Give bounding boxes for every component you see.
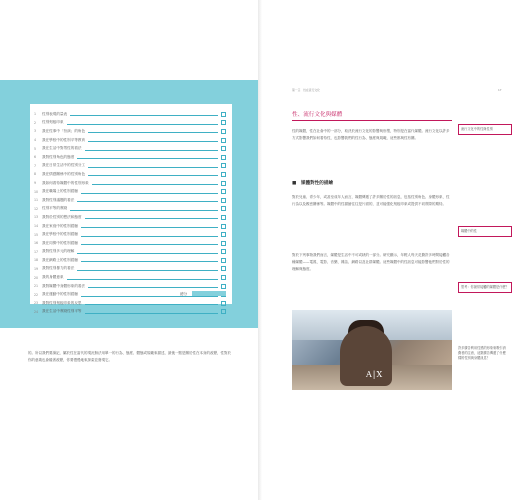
advertisement-photo — [292, 310, 452, 390]
checklist-item-text: 我在性事中「扮演」的角色 — [42, 128, 86, 133]
checkbox[interactable] — [221, 309, 226, 314]
answer-line[interactable] — [81, 233, 218, 237]
checklist-row — [34, 308, 226, 317]
body-paragraph-2: 對於下列事物我們而言，媒體是生活中不可或缺的一部分。研究顯示，年輕人每天花費許多時間接觸各種媒體——電視、電影、音樂、雜誌、網路以及社群媒體。這些媒體中的性訊息可能影響他們對於性的理解與態度。 — [292, 253, 450, 271]
checklist-number: 4 — [34, 138, 37, 143]
checklist-number: 24 — [34, 309, 39, 314]
checklist-number: 12 — [34, 206, 39, 211]
checklist-row — [34, 136, 226, 145]
answer-line[interactable] — [67, 121, 218, 125]
intro-paragraph: 性的媒體，性在社會中的一部分，取決於流行文化的影響與形塑，特別是在當代媒體。流行文化以許多方式影響我們如何看待性，也影響我們的性行為、態度與規範，這些都與性有關。 — [292, 129, 450, 140]
answer-line[interactable] — [92, 181, 218, 185]
checklist-item-text: 我在職場上的性別經驗 — [42, 189, 78, 194]
checklist-row — [34, 239, 226, 248]
answer-line[interactable] — [88, 284, 218, 288]
checklist-number: 18 — [34, 258, 39, 263]
checklist-item-text: 我在家庭中的性別經驗 — [42, 223, 78, 228]
checkbox[interactable] — [221, 112, 226, 117]
checklist-item-text: 我在同儕中的性別經驗 — [42, 240, 78, 245]
margin-note-2: 媒體中的性 — [458, 226, 512, 237]
score-label: 總分 — [180, 292, 188, 296]
checklist-number: 10 — [34, 189, 39, 194]
checklist-row — [34, 196, 226, 205]
photo-logo: A|X — [366, 370, 384, 379]
checklist-row — [34, 282, 226, 291]
left-page — [0, 0, 258, 500]
checklist-number: 22 — [34, 292, 39, 297]
checkbox[interactable] — [221, 181, 226, 186]
checklist-row — [34, 248, 226, 257]
checklist-row — [34, 265, 226, 274]
answer-line[interactable] — [85, 147, 218, 151]
checklist-item-text: 我的身體意象 — [42, 275, 64, 280]
checkbox[interactable] — [221, 232, 226, 237]
checkbox[interactable] — [221, 189, 226, 194]
checklist-item-text: 性別表現的量表 — [42, 111, 68, 116]
answer-line[interactable] — [85, 310, 218, 314]
checklist-item-text: 我在情感關係中的性別角色 — [42, 171, 86, 176]
checklist-item-text: 我對於性別的想法和態度 — [42, 214, 82, 219]
checklist-row — [34, 205, 226, 214]
checklist-row — [34, 213, 226, 222]
checklist-item-text: 我在生活中對男性的看法 — [42, 146, 82, 151]
checkbox[interactable] — [221, 120, 226, 125]
checklist-item-text: 我對性別多元的理解 — [42, 249, 75, 254]
checkbox[interactable] — [221, 249, 226, 254]
photo-caption: 許多廣告利用性感的形象來吸引消費者的注意，這類廣告傳遞了什麼樣的性別與身體訊息？ — [458, 346, 506, 360]
checklist-row — [34, 187, 226, 196]
answer-line[interactable] — [67, 276, 218, 280]
answer-line[interactable] — [70, 112, 218, 116]
checklist-item-text: 我對性別議題的看法 — [42, 197, 75, 202]
checklist-number: 5 — [34, 146, 37, 151]
checklist-item-text: 我如何看待媒體中的性別形象 — [42, 180, 89, 185]
checkbox[interactable] — [221, 301, 226, 306]
answer-line[interactable] — [88, 138, 218, 142]
checklist-item-text: 我對媒體中身體形象的看法 — [42, 283, 86, 288]
checkbox[interactable] — [221, 224, 226, 229]
checklist-row — [34, 127, 226, 136]
checklist-number: 15 — [34, 232, 39, 237]
checklist-card — [30, 104, 232, 314]
checkbox[interactable] — [221, 129, 226, 134]
checklist-row — [34, 230, 226, 239]
checklist-row — [34, 119, 226, 128]
checklist-item-text: 性別刻板印象 — [42, 120, 64, 125]
body-paragraph-1: 對於兒童、青少年，或甚至成年人而言，媒體傳遞了許多關於性的訊息，包括性別角色、身體形象、性行為以及親密關係等。媒體中的性描繪往往是片面的，並可能強化刻板印象或提供不切實際的期待。 — [292, 195, 450, 206]
checklist-number: 16 — [34, 241, 39, 246]
score-field[interactable] — [192, 291, 226, 296]
checklist-item-text: 我在網路上的性別經驗 — [42, 257, 78, 262]
checklist-row — [34, 273, 226, 282]
checklist-row — [34, 162, 226, 171]
checklist-item-text: 我對性別角色的態度 — [42, 154, 75, 159]
section-title: 性、流行文化與媒體 — [292, 112, 343, 118]
checklist-number: 11 — [34, 198, 39, 203]
answer-line[interactable] — [77, 250, 218, 254]
checklist-number: 20 — [34, 275, 39, 280]
page-number: 17 — [498, 88, 502, 92]
checkbox[interactable] — [221, 275, 226, 280]
checkbox[interactable] — [221, 215, 226, 220]
checkbox[interactable] — [221, 284, 226, 289]
checklist-item-text: 我在生活中實踐性別平等 — [42, 309, 82, 314]
checkbox[interactable] — [221, 163, 226, 168]
running-header: 第一章 性在流行文化 — [292, 88, 320, 92]
checkbox[interactable] — [221, 155, 226, 160]
margin-note-1: 流行文化中的性與性別 — [458, 124, 512, 135]
checklist-number: 9 — [34, 181, 37, 186]
answer-line[interactable] — [81, 224, 218, 228]
checklist-item-text: 性別平等的實踐 — [42, 206, 68, 211]
checklist-number: 6 — [34, 155, 37, 160]
checklist-number: 21 — [34, 284, 39, 289]
checklist-number: 3 — [34, 129, 37, 134]
checklist-number: 13 — [34, 215, 39, 220]
checklist-item-text: 我在運動中的性別經驗 — [42, 292, 78, 297]
checkbox[interactable] — [221, 146, 226, 151]
checklist-number: 1 — [34, 112, 37, 117]
checklist-number: 2 — [34, 120, 37, 125]
checklist-row — [34, 179, 226, 188]
checklist-row — [34, 222, 226, 231]
right-page — [262, 0, 520, 500]
checklist-item-text: 我在學校中的性別平等教育 — [42, 137, 86, 142]
checkbox[interactable] — [221, 172, 226, 177]
answer-line[interactable] — [77, 267, 218, 271]
checkbox[interactable] — [221, 266, 226, 271]
checklist-row — [34, 153, 226, 162]
answer-line[interactable] — [85, 215, 218, 219]
checklist-number: 8 — [34, 172, 37, 177]
checklist-row — [34, 299, 226, 308]
checklist-item-text: 我在學校中的性別經驗 — [42, 232, 78, 237]
checklist-item-text: 我對性別刻板印象的反思 — [42, 300, 82, 305]
checkbox[interactable] — [221, 138, 226, 143]
answer-line[interactable] — [77, 155, 218, 159]
checklist-row — [34, 256, 226, 265]
checklist-item-text: 我在日常生活中的性別分工 — [42, 163, 86, 168]
footer-paragraph: 的。所以我們要讀記，屬於性在當代的現況無法用單一的行為、態度、體態或規範來描述，最後一點是關於性在本身的改變，性對於你的意義也會隨著改變，你要慢慢地來探索並發現它。 — [28, 351, 231, 362]
answer-line[interactable] — [77, 198, 218, 202]
answer-line[interactable] — [81, 258, 218, 262]
answer-line[interactable] — [70, 207, 218, 211]
checkbox[interactable] — [221, 258, 226, 263]
checklist-row — [34, 170, 226, 179]
answer-line[interactable] — [88, 129, 218, 133]
checklist-number: 19 — [34, 266, 39, 271]
checkbox[interactable] — [221, 241, 226, 246]
checklist-item-text: 我對性別暴力的看法 — [42, 266, 75, 271]
subsection-title: ■ 媒體對性的描繪 — [292, 181, 334, 186]
answer-line[interactable] — [81, 241, 218, 245]
checklist-number: 17 — [34, 249, 39, 254]
checkbox[interactable] — [221, 198, 226, 203]
answer-line[interactable] — [88, 164, 218, 168]
checklist-row — [34, 144, 226, 153]
checkbox[interactable] — [221, 206, 226, 211]
title-underline — [292, 120, 452, 121]
checklist-number: 14 — [34, 224, 39, 229]
checklist-number: 23 — [34, 301, 39, 306]
margin-note-3: 思考：你最常接觸的媒體是什麼？ — [458, 282, 512, 293]
answer-line[interactable] — [85, 301, 218, 305]
answer-line[interactable] — [88, 172, 218, 176]
answer-line[interactable] — [81, 190, 218, 194]
checklist-rows — [34, 110, 226, 316]
checklist-row — [34, 110, 226, 119]
checklist-number: 7 — [34, 163, 37, 168]
